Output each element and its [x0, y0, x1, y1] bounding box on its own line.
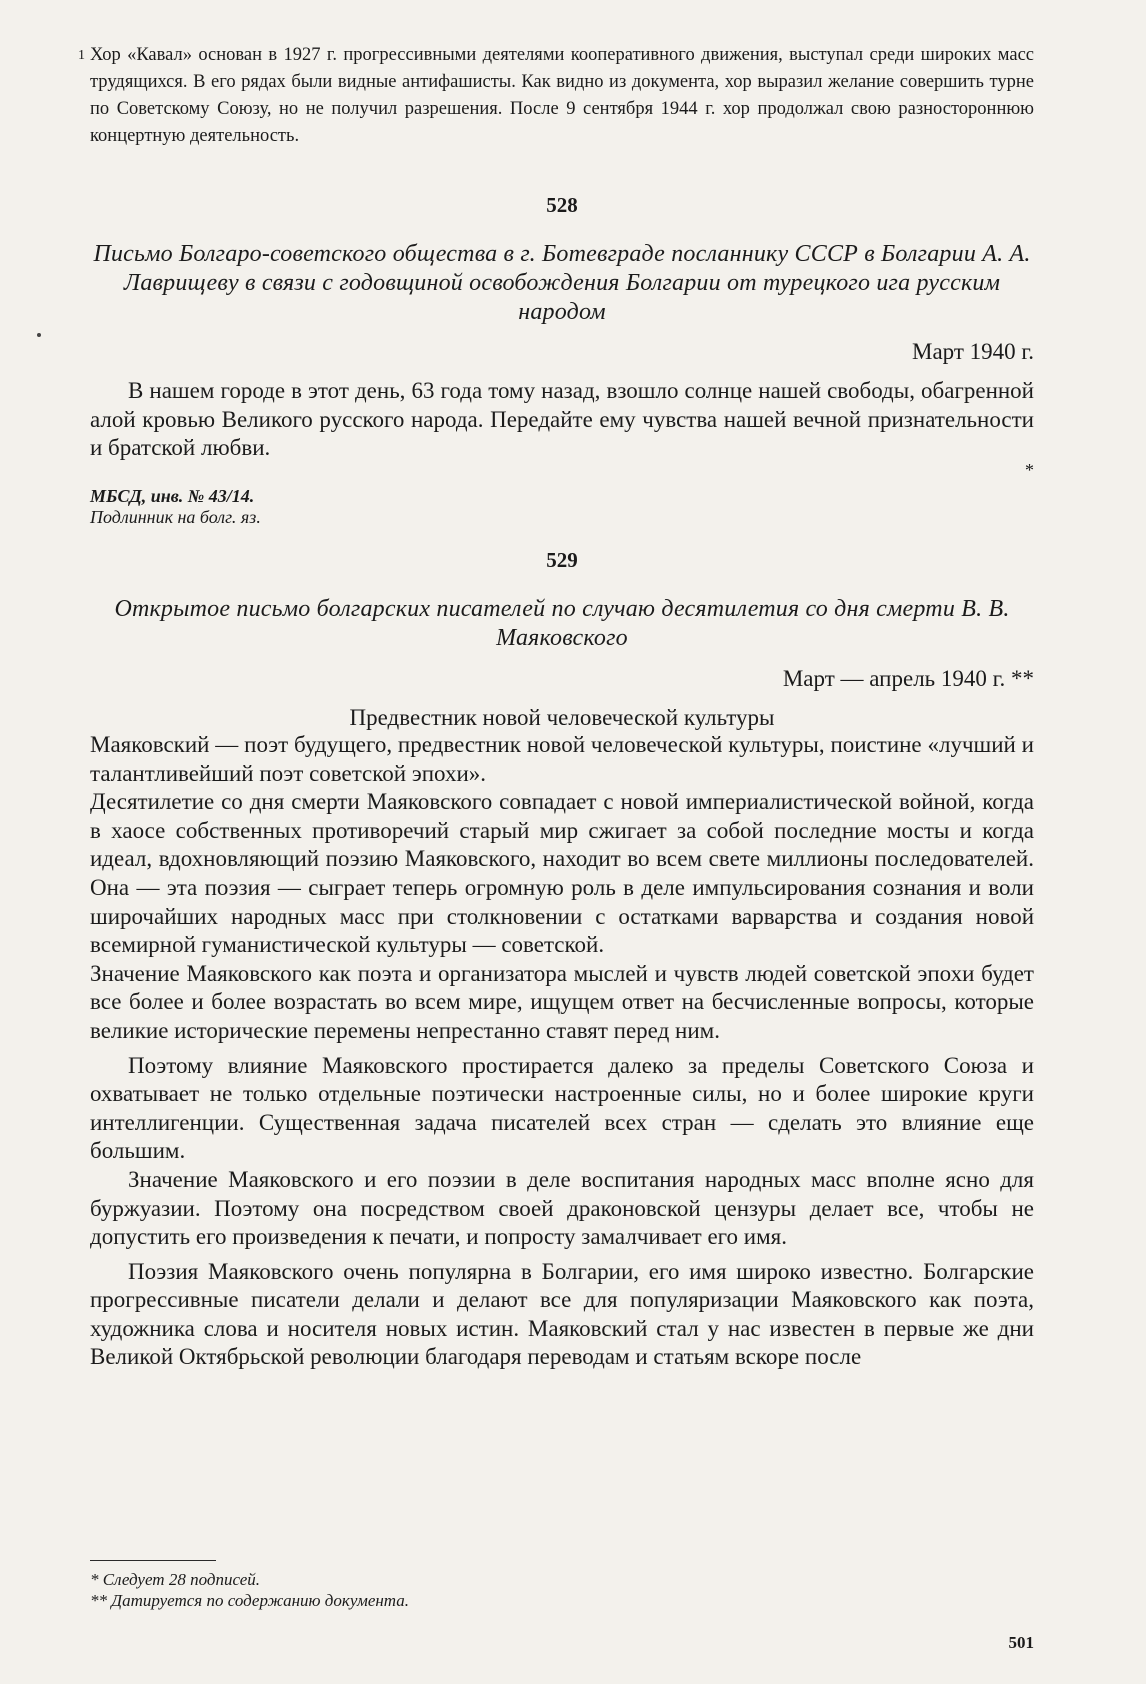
- paragraph-6: Поэзия Маяковского очень популярна в Болгарии, его имя широко известно. Болгарские прогрессивные писатели делали и делают все для популяризации Маяковского как поэта, художника слова и носителя новых истин. Маяковский стал у нас известен в первые же дни Великой Октябрьской революции благодаря переводам и статьям вскоре после: [90, 1258, 1034, 1370]
- document-529: [90, 548, 1034, 573]
- document-number: 529: [546, 548, 578, 572]
- print-speck: [37, 333, 41, 337]
- bottom-footnotes: [90, 1560, 1034, 1611]
- document-528-source: [90, 486, 1034, 528]
- document-date: Март — апрель 1940 г. **: [782, 666, 1034, 691]
- footnote-mark: 1: [78, 48, 85, 63]
- document-528-date-block: [90, 339, 1034, 365]
- document-529-title-block: [90, 595, 1034, 653]
- page-number: 501: [1008, 1633, 1034, 1652]
- document-528-title-block: [90, 240, 1034, 327]
- document-title: Письмо Болгаро-советского общества в г. Ботевграде посланнику СССР в Болгарии А. А. Лаврищеву в связи с годовщиной освобождения Болгарии от турецкого ига русским народом: [93, 241, 1031, 325]
- document-date: Март 1940 г.: [912, 339, 1034, 364]
- paragraph-3: Значение Маяковского как поэта и организатора мыслей и чувств людей советской эпохи будет все более и более возрастать во всем мире, ищущем ответ на бесчисленные вопросы, которые великие исторические перемены непрестанно ставят перед ним.: [90, 960, 1034, 1043]
- paragraph-2: Десятилетие со дня смерти Маяковского совпадает с новой империалистической войной, когда в хаосе собственных противоречий старый мир сжигает за собой последние мосты и когда идеал, вдохновляющий поэзию Маяковского, находит во всем свете миллионы последователей. Она — эта поэзия — сыграет теперь огромную роль в деле импульсирования сознания и воли широчайших народных масс при столкновении с остатками варварства и создания новой всемирной гуманистической культуры — советской.: [90, 789, 1034, 958]
- document-528-body: [90, 377, 1034, 480]
- document-number: 528: [546, 193, 578, 217]
- original-language-note: Подлинник на болг. яз.: [90, 507, 261, 527]
- paragraph-4: Поэтому влияние Маяковского простирается далеко за пределы Советского Союза и охватывает не только отдельные поэтически настроенные силы, но и более широкие круги интеллигенции. Существенная задача писателей всех стран — сделать это влияние еще большим.: [90, 1052, 1034, 1164]
- document-title: Открытое письмо болгарских писателей по случаю десятилетия со дня смерти В. В. Маяковского: [114, 596, 1010, 651]
- footnote-text: Хор «Кавал» основан в 1927 г. прогрессивными деятелями кооперативного движения, выступал среди широких масс трудящихся. В его рядах были видные антифашисты. Как видно из документа, хор выразил желание совершить турне по Советскому Союзу, но не получил разрешения. После 9 сентября 1944 г. хор продолжал свою разностороннюю концертную деятельность.: [90, 45, 1034, 146]
- archive-reference-text: МБСД, инв. № 43/14.: [90, 486, 255, 506]
- paragraph-5: Значение Маяковского и его поэзии в деле воспитания народных масс вполне ясно для буржуазии. Поэтому она посредством своей драконовской цензуры делает все, чтобы не допустить его произведения к печати, и попросту замалчивает его имя.: [90, 1166, 1034, 1250]
- paragraph-1: Маяковский — поэт будущего, предвестник новой человеческой культуры, поистине «лучший и талантливейший поэт советской эпохи».: [90, 732, 1034, 786]
- document-529-date-block: [90, 666, 1034, 692]
- archive-reference: [90, 486, 1034, 507]
- document-529-body: [90, 705, 1034, 1372]
- document-528: [90, 193, 1034, 218]
- footnote-rule: [90, 1560, 216, 1561]
- top-footnote: [78, 42, 1034, 150]
- letter-text: В нашем городе в этот день, 63 года тому назад, взошло солнце нашей свободы, обагренной алой кровью Великого русского народа. Передайте ему чувства нашей вечной признательности и братской любви.: [90, 378, 1034, 461]
- footnote-2: ** Датируется по содержанию документа.: [90, 1591, 410, 1610]
- footnote-star: *: [1025, 459, 1034, 480]
- article-heading: Предвестник новой человеческой культуры: [349, 705, 775, 730]
- footnote-1: * Следует 28 подписей.: [90, 1570, 261, 1589]
